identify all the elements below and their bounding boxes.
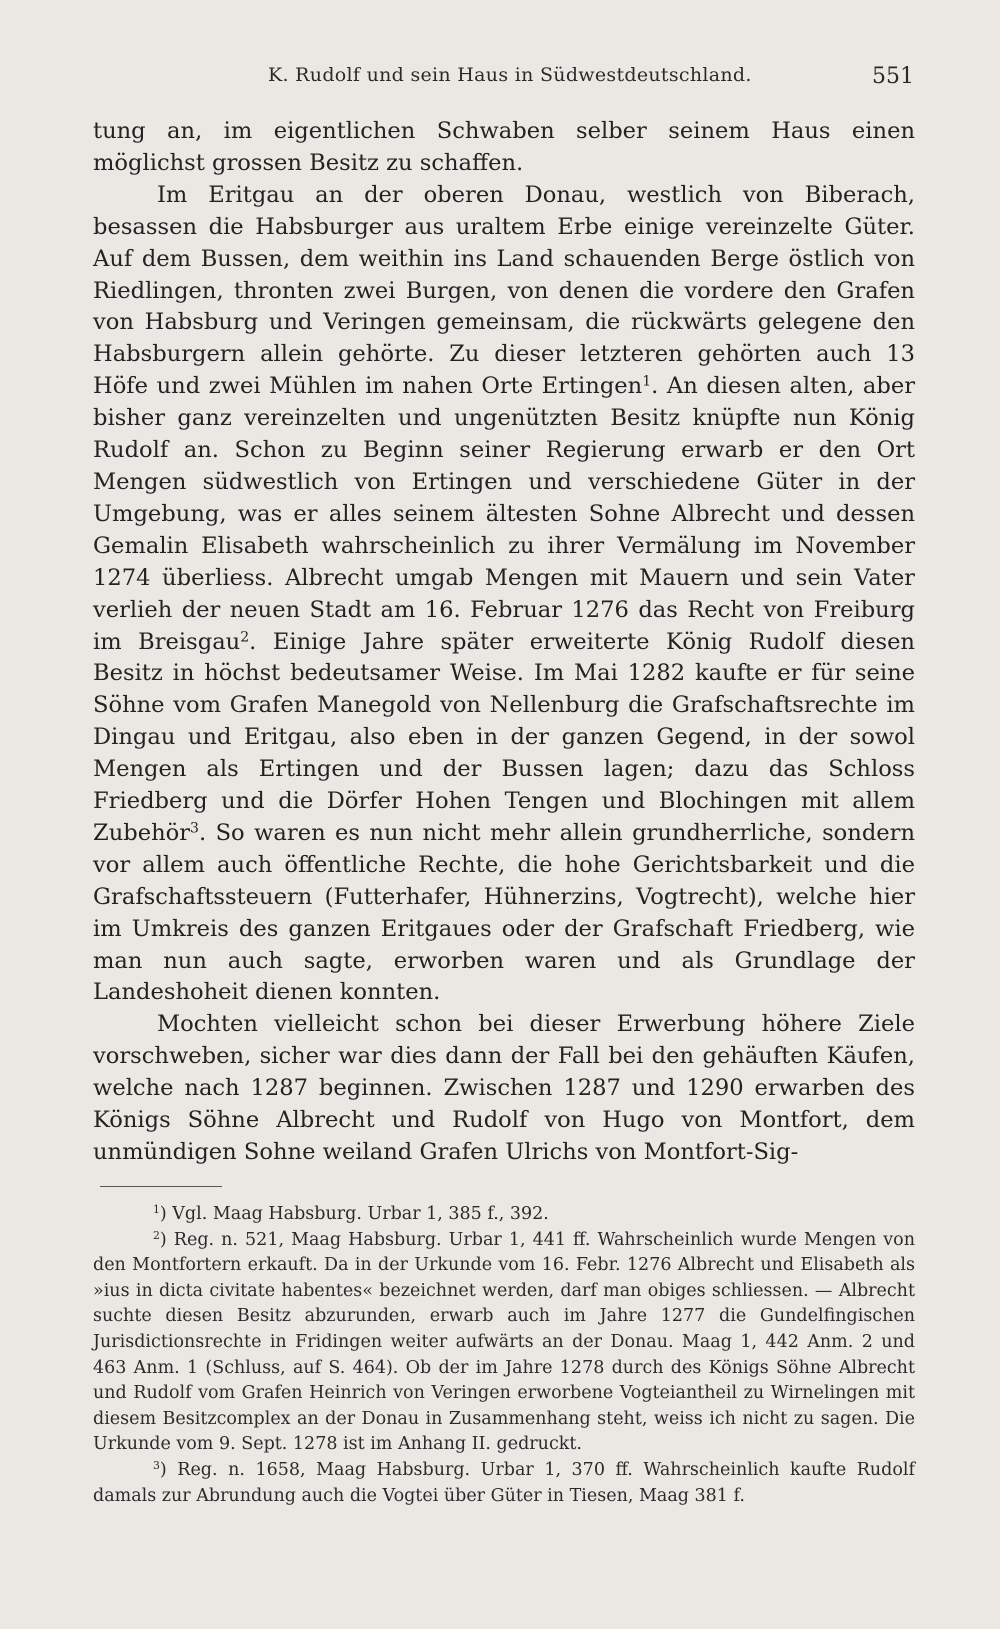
paragraph-2-part-4: . So waren es nun nicht mehr allein grundherrliche, sondern vor allem auch öffentliche Rechte, die hohe Gerichtsbarkeit und die Grafschaftssteuern (Futterhafer, Hühnerzins, Vogtrecht), welche hier im Umkreis des ganzen Eritgaues oder der Grafschaft Friedberg, wie man nun auch sagte, erworben waren und als Grundlage der Landeshoheit dienen konnten.	[93, 819, 915, 1006]
footnote-divider	[100, 1186, 222, 1187]
paragraph-2-part-3: . Einige Jahre später erweiterte König Rudolf diesen Besitz in höchst bedeutsamer Weise. Im Mai 1282 kaufte er für seine Söhne vom Grafen Manegold von Nellenburg die Grafschaftsrechte im Dingau und Eritgau, also eben in der ganzen Gegend, in der sowol Mengen als Ertingen und der Bussen lagen; dazu das Schloss Friedberg und die Dörfer Hohen Tengen und Blochingen mit allem Zubehör	[93, 628, 915, 846]
page-number: 551	[872, 64, 914, 89]
footnote-1	[93, 1202, 915, 1228]
footnote-3	[93, 1458, 915, 1509]
main-text	[93, 116, 915, 1169]
running-title: K. Rudolf und sein Haus in Südwestdeutschland.	[268, 64, 752, 86]
footnote-ref-2: 2	[240, 628, 250, 645]
footnotes	[93, 1202, 915, 1509]
footnote-2-text: ) Reg. n. 521, Maag Habsburg. Urbar 1, 441 ff. Wahrscheinlich wurde Mengen von den Montfortern erkauft. Da in der Urkunde vom 16. Febr. 1276 Albrecht und Elisabeth als »ius in dicta civitate habentes« bezeichnet werden, darf man obiges schliessen. — Albrecht suchte diesen Besitz abzurunden, erwarb auch im Jahre 1277 die Gundelfingischen Jurisdictionsrechte in Fridingen weiter aufwärts an der Donau. Maag 1, 442 Anm. 2 und 463 Anm. 1 (Schluss, auf S. 464). Ob der im Jahre 1278 durch des Königs Söhne Albrecht und Rudolf vom Grafen Heinrich von Veringen erworbene Vogteiantheil zu Wirnelingen mit diesem Besitzcomplex an der Donau in Zusammenhang steht, weiss ich nicht zu sagen. Die Urkunde vom 9. Sept. 1278 ist im Anhang II. gedruckt.	[93, 1229, 915, 1455]
paragraph-3: Mochten vielleicht schon bei dieser Erwerbung höhere Ziele vorschweben, sicher war dies dann der Fall bei den gehäuften Käufen, welche nach 1287 beginnen. Zwischen 1287 und 1290 erwarben des Königs Söhne Albrecht und Rudolf von Hugo von Montfort, dem unmündigen Sohne weiland Grafen Ulrichs von Montfort-Sig-	[93, 1011, 915, 1165]
paragraph-1: tung an, im eigentlichen Schwaben selber seinem Haus einen möglichst grossen Besitz zu schaffen.	[93, 118, 915, 176]
paragraph-2	[93, 180, 915, 1010]
footnote-1-text: ) Vgl. Maag Habsburg. Urbar 1, 385 f., 392.	[159, 1204, 549, 1224]
footnote-2	[93, 1228, 915, 1458]
footnote-3-mark: 3	[153, 1458, 160, 1472]
footnote-3-text: ) Reg. n. 1658, Maag Habsburg. Urbar 1, 370 ff. Wahrscheinlich kaufte Rudolf damals zur Abrundung auch die Vogtei über Güter in Tiesen, Maag 381 f.	[93, 1459, 915, 1506]
running-head	[0, 64, 1000, 94]
footnote-ref-1: 1	[642, 373, 652, 390]
paragraph-2-part-2: . An diesen alten, aber bisher ganz vereinzelten und ungenützten Besitz knüpfte nun König Rudolf an. Schon zu Beginn seiner Regierung erwarb er den Ort Mengen südwestlich von Ertingen und verschiedene Güter in der Umgebung, was er alles seinem ältesten Sohne Albrecht und dessen Gemalin Elisabeth wahrscheinlich zu ihrer Vermälung im November 1274 überliess. Albrecht umgab Mengen mit Mauern und sein Vater verlieh der neuen Stadt am 16. Februar 1276 das Recht von Freiburg im Breisgau	[93, 373, 915, 655]
footnote-ref-3: 3	[190, 820, 199, 837]
footnote-1-mark: 1	[153, 1203, 160, 1217]
footnote-2-mark: 2	[153, 1228, 160, 1242]
paragraph-2-part-1: Im Eritgau an der oberen Donau, westlich von Biberach, besassen die Habsburger aus uraltem Erbe einige vereinzelte Güter. Auf dem Bussen, dem weithin ins Land schauenden Berge östlich von Riedlingen, thronten zwei Burgen, von denen die vordere den Grafen von Habsburg und Veringen gemeinsam, die rückwärts gelegene den Habsburgern allein gehörte. Zu dieser letzteren gehörten auch 13 Höfe und zwei Mühlen im nahen Orte Ertingen	[93, 181, 915, 400]
